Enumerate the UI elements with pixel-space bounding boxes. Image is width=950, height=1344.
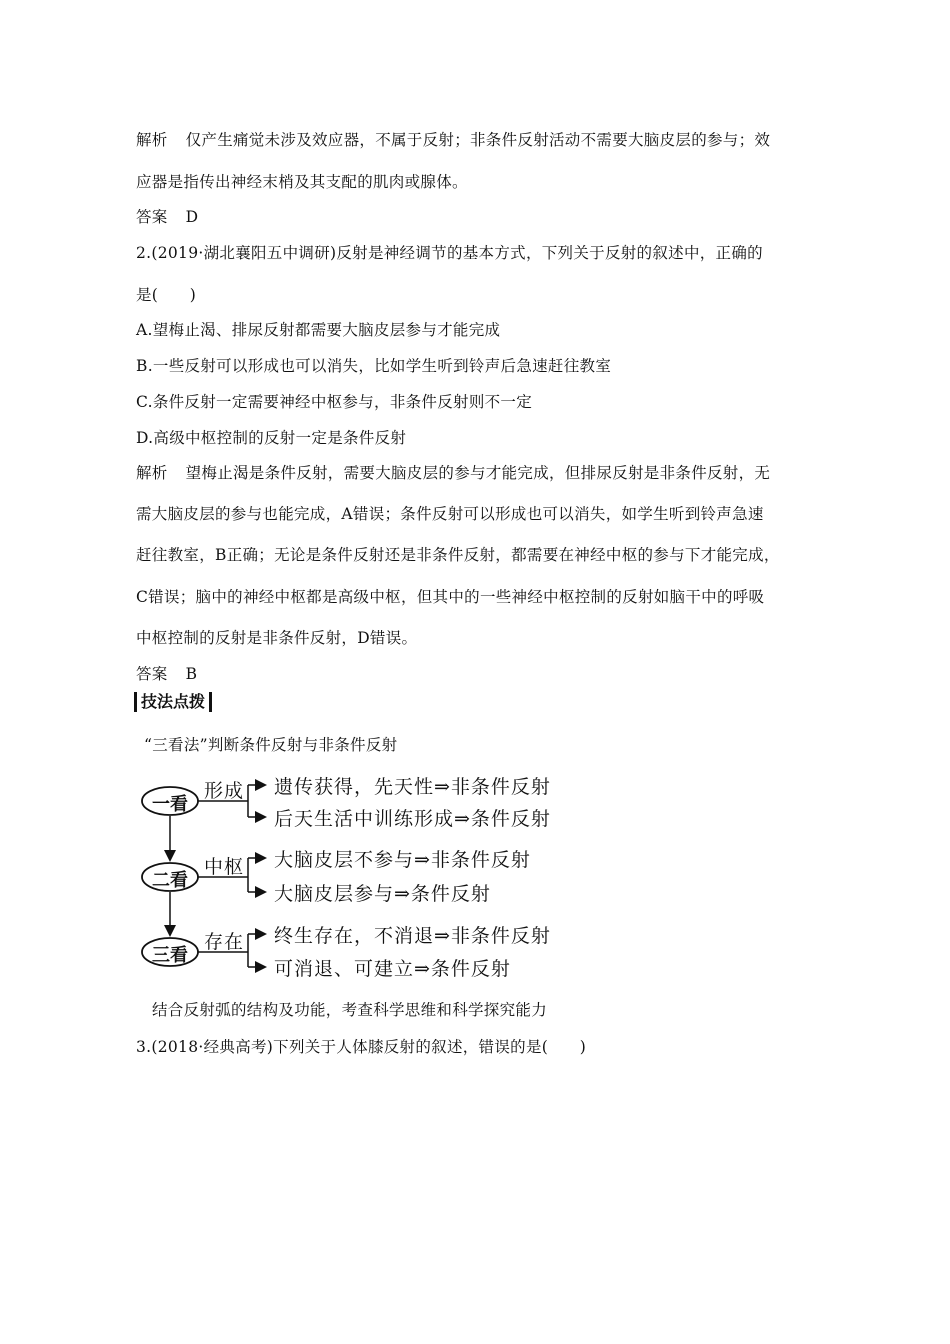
branch-2b: 大脑皮层参与⇒条件反射 [274, 883, 491, 905]
q2-answer-tag: 答案 [136, 665, 168, 683]
q2-option-b: B.一些反射可以形成也可以消失，比如学生听到铃声后急速赶往教室 [136, 357, 612, 375]
q2-answer-value: B [185, 665, 198, 683]
section3-heading: 结合反射弧的结构及功能，考查科学思维和科学探究能力 [152, 1001, 548, 1019]
tips-subtitle: “三看法”判断条件反射与非条件反射 [144, 736, 398, 754]
oval-label-3: 三看 [152, 945, 188, 966]
criterion-1: 形成 [204, 780, 245, 802]
oval-label-1: 一看 [152, 794, 188, 815]
q1-answer-value: D [185, 208, 199, 226]
three-look-diagram [140, 766, 610, 984]
q2-option-c: C.条件反射一定需要神经中枢参与，非条件反射则不一定 [136, 393, 533, 411]
q2-analysis-line4: C错误；脑中的神经中枢都是高级中枢，但其中的一些神经中枢控制的反射如脑干中的呼吸 [136, 588, 765, 606]
oval-label-2: 二看 [152, 870, 188, 891]
q2-option-a: A.望梅止渴、排尿反射都需要大脑皮层参与才能完成 [136, 321, 501, 339]
branch-3b: 可消退、可建立⇒条件反射 [274, 958, 511, 980]
q1-analysis-line1: 解析 仅产生痛觉未涉及效应器，不属于反射；非条件反射活动不需要大脑皮层的参与；效 [136, 131, 771, 149]
q2-analysis-tag: 解析 [136, 464, 168, 482]
tips-section-tag: 技法点拨 [134, 692, 212, 712]
q2-analysis-line3: 赶往教室，B正确；无论是条件反射还是非条件反射，都需要在神经中枢的参与下才能完成， [136, 546, 780, 564]
branch-1a: 遗传获得，先天性⇒非条件反射 [274, 776, 551, 798]
branch-2a: 大脑皮层不参与⇒非条件反射 [274, 849, 531, 871]
criterion-2: 中枢 [204, 856, 245, 878]
q1-analysis-line2: 应器是指传出神经末梢及其支配的肌肉或腺体。 [136, 173, 468, 191]
q2-analysis-line2: 需大脑皮层的参与也能完成，A错误；条件反射可以形成也可以消失，如学生听到铃声急速 [136, 505, 764, 523]
q1-answer [136, 205, 198, 227]
q2-analysis-line1: 解析 望梅止渴是条件反射，需要大脑皮层的参与才能完成，但排尿反射是非条件反射，无 [136, 464, 771, 482]
branch-1b: 后天生活中训练形成⇒条件反射 [274, 808, 551, 830]
branch-3a: 终生存在，不消退⇒非条件反射 [274, 925, 551, 947]
q1-answer-tag: 答案 [136, 208, 168, 226]
criterion-3: 存在 [204, 931, 245, 953]
q2-stem-line2: 是( ) [136, 286, 197, 304]
q2-analysis-line5: 中枢控制的反射是非条件反射，D错误。 [136, 629, 418, 647]
q3-stem: 3.(2018·经典高考)下列关于人体膝反射的叙述，错误的是( ) [136, 1038, 587, 1056]
q2-stem-line1: 2.(2019·湖北襄阳五中调研)反射是神经调节的基本方式，下列关于反射的叙述中，正确的 [136, 244, 763, 262]
q2-answer [136, 662, 197, 684]
q1-analysis-tag: 解析 [136, 131, 168, 149]
q2-option-d: D.高级中枢控制的反射一定是条件反射 [136, 429, 407, 447]
